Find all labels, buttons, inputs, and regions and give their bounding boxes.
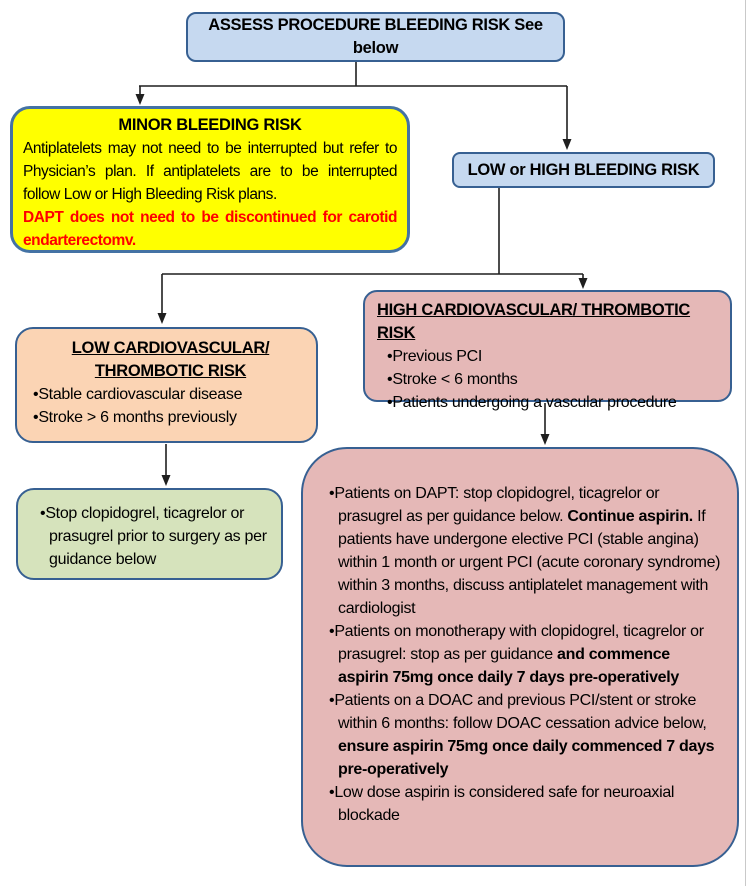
list-item: • Patients on monotherapy with clopidogrel, ticagrelor or prasugrel: stop as per guidance and commence aspirin 75mg once daily 7 days pre-operatively [329, 620, 721, 689]
list-item: • Patients on a DOAC and previous PCI/stent or stroke within 6 months: follow DOAC cessation advice below, ensure aspirin 75mg once daily commenced 7 days pre-operatively [329, 689, 721, 781]
low-risk-title-line1: LOW CARDIOVASCULAR/ [71, 339, 270, 357]
arrowhead-minor [136, 94, 145, 105]
high-risk-bullet-list [377, 345, 722, 414]
arrowhead-low-action [162, 475, 171, 486]
minor-bleeding-risk-warning: DAPT does not need to be discontinued for carotid endarterectomv. [23, 209, 397, 249]
low-high-bleeding-risk-label: LOW or HIGH BLEEDING RISK [467, 160, 700, 179]
list-item: • Low dose aspirin is considered safe for neuroaxial blockade [329, 781, 721, 827]
high-risk-action-list [329, 482, 721, 827]
high-risk-action-box [301, 447, 739, 867]
list-item: • Stop clopidogrel, ticagrelor or prasugrel prior to surgery as per guidance below [40, 502, 275, 571]
list-item: • Stroke > 6 months previously [33, 406, 308, 429]
arrowhead-high-action [541, 434, 550, 445]
page-edge-line [745, 0, 746, 886]
minor-bleeding-risk-body: Antiplatelets may not need to be interrupted but refer to Physician’s plan. If antiplatelets are to be interrupted follow Low or High Bleeding Risk plans. [23, 140, 397, 203]
minor-bleeding-risk-title: MINOR BLEEDING RISK [118, 116, 302, 134]
low-risk-action-list [40, 502, 275, 571]
assess-bleeding-risk-box [186, 12, 565, 62]
minor-bleeding-risk-box [10, 106, 410, 253]
list-item: • Stroke < 6 months [387, 368, 722, 391]
low-risk-title-line2: THROMBOTIC RISK [94, 362, 247, 380]
low-risk-action-box [16, 488, 283, 580]
list-item: • Stable cardiovascular disease [33, 383, 308, 406]
list-item: • Patients on DAPT: stop clopidogrel, ticagrelor or prasugrel as per guidance below. Continue aspirin. If patients have undergone elective PCI (stable angina) within 1 month or urgent PCI (acute coronary syndrome) within 3 months, discuss antiplatelet management with cardiologist [329, 482, 721, 620]
high-cardiovascular-risk-box [363, 290, 732, 411]
low-risk-bullet-list [33, 383, 308, 429]
assess-bleeding-risk-label: ASSESS PROCEDURE BLEEDING RISK See below [208, 16, 543, 57]
arrowhead-highcv [579, 278, 588, 289]
high-cardiovascular-risk-title: HIGH CARDIOVASCULAR/ THROMBOTIC RISK [377, 301, 691, 342]
arrowhead-lowhigh [563, 139, 572, 150]
list-item: • Previous PCI [387, 345, 722, 368]
low-cardiovascular-risk-title [33, 337, 308, 383]
list-item: • Patients undergoing a vascular procedure [387, 391, 722, 414]
arrowhead-lowcv [158, 313, 167, 324]
low-cardiovascular-risk-box [15, 327, 318, 443]
low-high-bleeding-risk-box [452, 152, 715, 188]
